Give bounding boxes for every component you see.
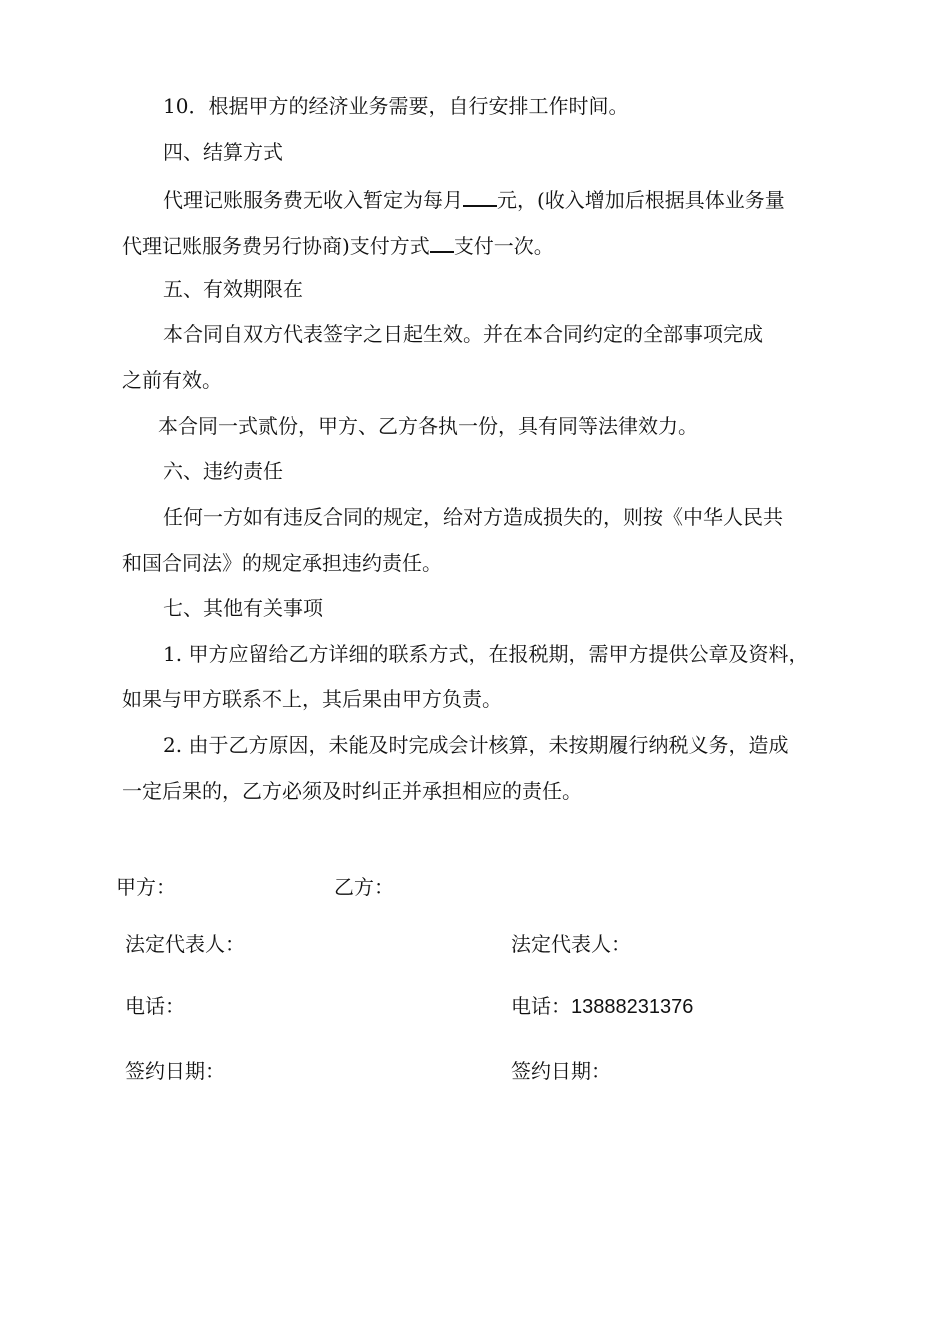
section-5-line-3: 本合同一式贰份，甲方、乙方各执一份，具有同等法律效力。 [158,414,698,438]
section-4-line-1-part-b: 元，(收入增加后根据具体业务量 [497,188,785,212]
section-7-item-1-line-1: 1. 甲方应留给乙方详细的联系方式，在报税期，需甲方提供公章及资料， [163,642,809,666]
section-4-line-1 [163,183,785,214]
party-a-date-label: 签约日期： [125,1059,225,1083]
section-4-line-2 [122,229,554,260]
section-6-line-1: 任何一方如有违反合同的规定，给对方造成损失的，则按《中华人民共 [163,505,783,529]
section-7-item-2-line-1: 2. 由于乙方原因，未能及时完成会计核算，未按期履行纳税义务，造成 [163,733,789,757]
section-7-item-1-line-2: 如果与甲方联系不上，其后果由甲方负责。 [122,687,502,711]
party-b-label: 乙方： [334,875,394,899]
section-5-line-1: 本合同自双方代表签字之日起生效。并在本合同约定的全部事项完成 [163,322,763,346]
monthly-fee-blank [463,183,497,207]
section-4-title: 四、结算方式 [163,140,283,164]
party-b-representative-label: 法定代表人： [511,932,631,956]
section-4-line-2-part-b: 支付一次。 [453,234,554,258]
section-7-title: 七、其他有关事项 [163,596,323,620]
party-a-phone-label: 电话： [125,994,185,1018]
party-b-phone [511,992,693,1021]
section-5-line-2: 之前有效。 [122,368,222,392]
section-5-title: 五、有效期限在 [163,277,303,301]
section-4-line-1-part-a: 代理记账服务费无收入暂定为每月 [163,188,463,212]
section-4-line-2-part-a: 代理记账服务费另行协商)支付方式 [122,234,430,258]
clause-10: 10．根据甲方的经济业务需要，自行安排工作时间。 [163,94,629,118]
section-7-item-2-line-2: 一定后果的，乙方必须及时纠正并承担相应的责任。 [122,779,582,803]
party-b-phone-label: 电话： [511,994,571,1018]
party-a-representative-label: 法定代表人： [125,932,245,956]
section-6-title: 六、违约责任 [163,459,283,483]
payment-method-blank [430,229,454,253]
party-a-label: 甲方： [116,875,176,899]
section-6-line-2: 和国合同法》的规定承担违约责任。 [122,551,442,575]
party-b-phone-number: 13888231376 [571,996,694,1018]
party-b-date-label: 签约日期： [511,1059,611,1083]
